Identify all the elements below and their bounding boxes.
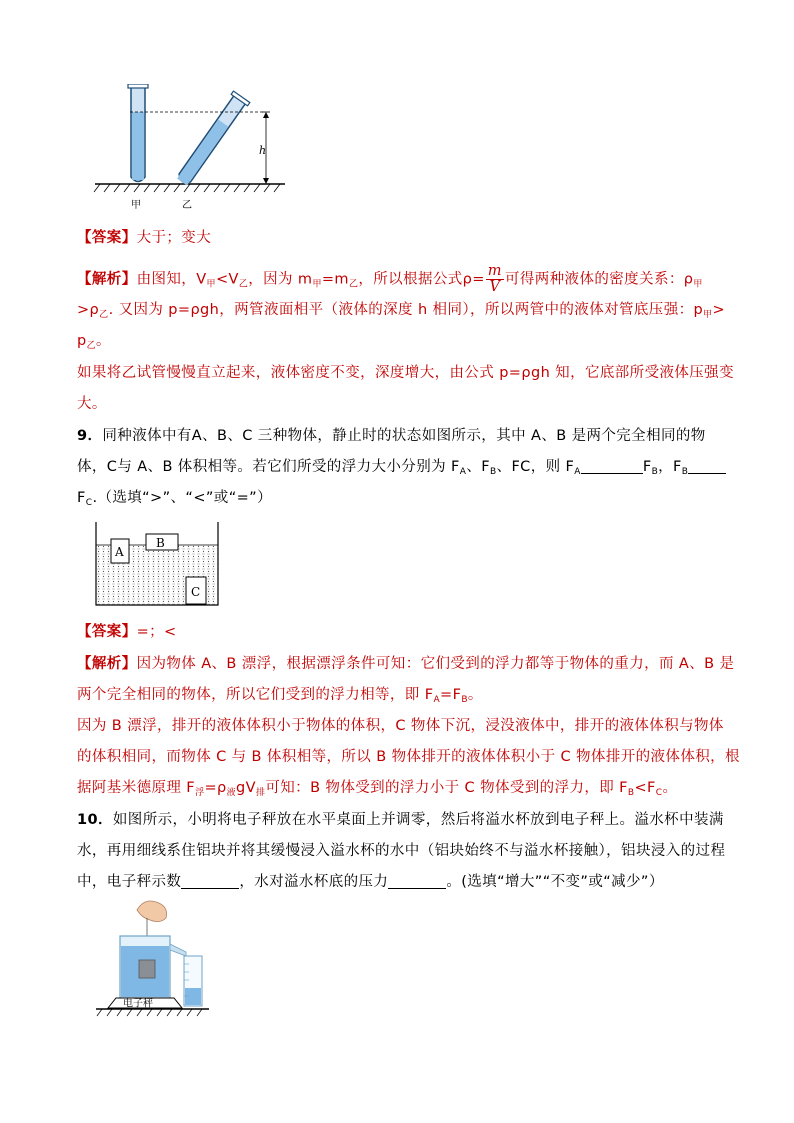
q10-line1: 10．如图所示，小明将电子秤放在水平桌面上并调零，然后将溢水杯放到电子秤上。溢水杯中装满 — [77, 812, 724, 828]
figure-test-tubes — [90, 84, 290, 214]
q8-analysis-line5: 大。 — [77, 396, 107, 412]
tube-jia — [128, 84, 148, 182]
q10-blank-1[interactable] — [181, 874, 239, 889]
figure-scale — [94, 898, 224, 1020]
q9-answer: 【答案】=；< — [77, 624, 177, 640]
tube-yi — [174, 91, 250, 188]
q10-blank-2[interactable] — [388, 874, 446, 889]
label-h: h — [259, 144, 267, 157]
label-yi: 乙 — [182, 200, 192, 211]
q9-blank-1[interactable] — [581, 459, 643, 474]
q8-analysis-line3: $p_乙$。 — [77, 333, 111, 351]
q10-line2: 水，再用细线系住铝块并将其缓慢浸入溢水杯的水中（铝块始终不与溢水杯接触），铝块浸入的过程 — [77, 843, 726, 859]
figure-container-abc — [92, 520, 222, 610]
q9-line3: $F_C$.（选填“>”、“<”或“=”） — [77, 490, 272, 508]
density-fraction: $\frac{m}{V}$ — [487, 263, 502, 295]
q9-analysis-line5: 据阿基米德原理 $F_浮=\rho_液gV_排$可知：B 物体受到的浮力小于 C 物体受到的浮力，即 $F_B<F_C$。 — [77, 780, 678, 798]
q9-analysis-line4: 的体积相同，而物体 C 与 B 体积相等，所以 B 物体排开的液体体积小于 C 物体排开的液体体积，根 — [77, 749, 740, 765]
scale-label: 电子秤 — [123, 998, 153, 1010]
q8-analysis-line4: 如果将乙试管慢慢直立起来，液体密度不变，深度增大，由公式 p=ρgh 知，它底部所受液体压强变 — [77, 365, 734, 381]
q9-line1: 9．同种液体中有A、B、C 三种物体，静止时的状态如图所示，其中 A、B 是两个完全相同的物 — [77, 428, 706, 444]
svg-text:A: A — [115, 545, 124, 559]
q10-line3: 中，电子秤示数 ，水对溢水杯底的压力 。(选填“增大”“不变”或“减少”） — [77, 874, 664, 890]
svg-text:C: C — [191, 585, 201, 599]
q8-answer: 【答案】大于；变大 — [77, 230, 212, 246]
q9-blank-2[interactable] — [688, 459, 726, 474]
q9-line2: 体，C与 A、B 体积相等。若它们所受的浮力大小分别为 $F_A$、$F_B$、FC，则 $F_A$ $F_B$，$F_B$ — [77, 456, 726, 483]
q8-analysis-line1: 【解析】由图知，$V_甲<V_乙$，因为 $m_甲=m_乙$，所以根据公式ρ= $\frac{m}{V}$ 可得两种液体的密度关系：$\rho_甲$ — [77, 263, 703, 295]
q9-analysis-line2: 两个完全相同的物体，所以它们受到的浮力相等，即 $F_A=F_B$。 — [77, 687, 483, 705]
svg-text:B: B — [156, 536, 165, 550]
q9-analysis-line1: 【解析】因为物体 A、B 漂浮，根据漂浮条件可知：它们受到的浮力都等于物体的重力，而 A、B 是 — [77, 656, 735, 672]
q8-analysis-line2: $>\rho_乙$. 又因为 p=ρgh，两管液面相平（液体的深度 h 相同），所以两管中的液体对管底压强：$p_甲>$ — [77, 302, 726, 320]
label-jia: 甲 — [131, 200, 141, 211]
q9-analysis-line3: 因为 B 漂浮，排开的液体体积小于物体的体积，C 物体下沉，浸没液体中，排开的液体体积与物体 — [77, 718, 724, 734]
